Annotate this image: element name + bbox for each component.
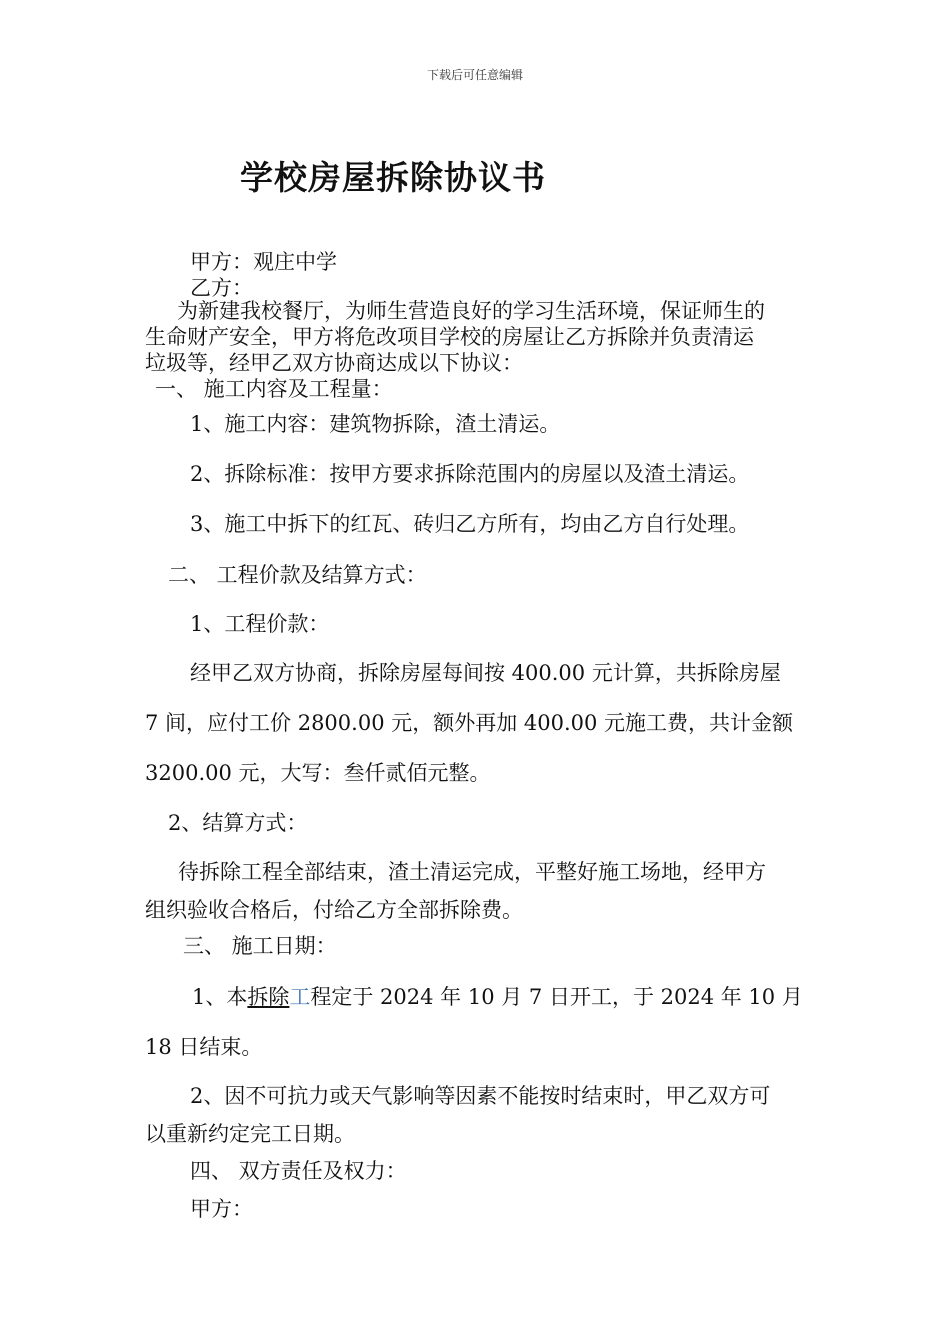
price-label: 1、工程价款： xyxy=(190,612,330,636)
date-item-1-line2: 18 日结束。 xyxy=(145,1035,263,1059)
page-header-note: 下载后可任意编辑 xyxy=(426,68,523,82)
date-item-2-line: 以重新约定完工日期。 xyxy=(145,1122,355,1146)
price-line: 3200.00 元，大写：叁仟贰佰元整。 xyxy=(145,761,491,785)
section4-party-a: 甲方： xyxy=(190,1197,253,1221)
section1-item: 3、施工中拆下的红瓦、砖归乙方所有，均由乙方自行处理。 xyxy=(190,512,750,536)
document-title: 学校房屋拆除协议书 xyxy=(240,158,546,197)
underlined-word: 拆除 xyxy=(247,985,290,1009)
settle-line: 待拆除工程全部结束，渣土清运完成，平整好施工场地，经甲方 xyxy=(178,860,766,884)
intro-line: 为新建我校餐厅，为师生营造良好的学习生活环境，保证师生的 xyxy=(177,299,765,323)
price-line: 7 间，应付工价 2800.00 元，额外再加 400.00 元施工费，共计金额 xyxy=(145,711,794,735)
section2-heading: 二、 工程价款及结算方式： xyxy=(168,563,427,587)
highlighted-char: 工 xyxy=(289,985,311,1009)
section1-item: 2、拆除标准：按甲方要求拆除范围内的房屋以及渣土清运。 xyxy=(190,462,750,486)
intro-line: 垃圾等，经甲乙双方协商达成以下协议： xyxy=(145,351,523,375)
party-a-line: 甲方：观庄中学 xyxy=(190,250,337,274)
settle-line: 组织验收合格后，付给乙方全部拆除费。 xyxy=(145,898,523,922)
date-item-1 xyxy=(192,984,803,1010)
price-line: 经甲乙双方协商，拆除房屋每间按 400.00 元计算，共拆除房屋 xyxy=(190,661,781,685)
settle-label: 2、结算方式： xyxy=(168,811,308,835)
section1-heading: 一、 施工内容及工程量： xyxy=(155,377,393,401)
section4-heading: 四、 双方责任及权力： xyxy=(190,1159,407,1183)
party-b-line: 乙方： xyxy=(190,276,253,300)
date-item-1-rest: 程定于 2024 年 10 月 7 日开工，于 2024 年 10 月 xyxy=(310,985,803,1009)
section3-heading: 三、 施工日期： xyxy=(183,934,337,958)
intro-paragraph xyxy=(145,298,807,376)
intro-line: 生命财产安全，甲方将危改项目学校的房屋让乙方拆除并负责清运 xyxy=(145,325,754,349)
date-item-1-prefix: 1、本 xyxy=(192,985,248,1009)
date-item-2-line: 2、因不可抗力或天气影响等因素不能按时结束时，甲乙双方可 xyxy=(190,1084,771,1108)
section1-item: 1、施工内容：建筑物拆除，渣土清运。 xyxy=(190,412,561,436)
